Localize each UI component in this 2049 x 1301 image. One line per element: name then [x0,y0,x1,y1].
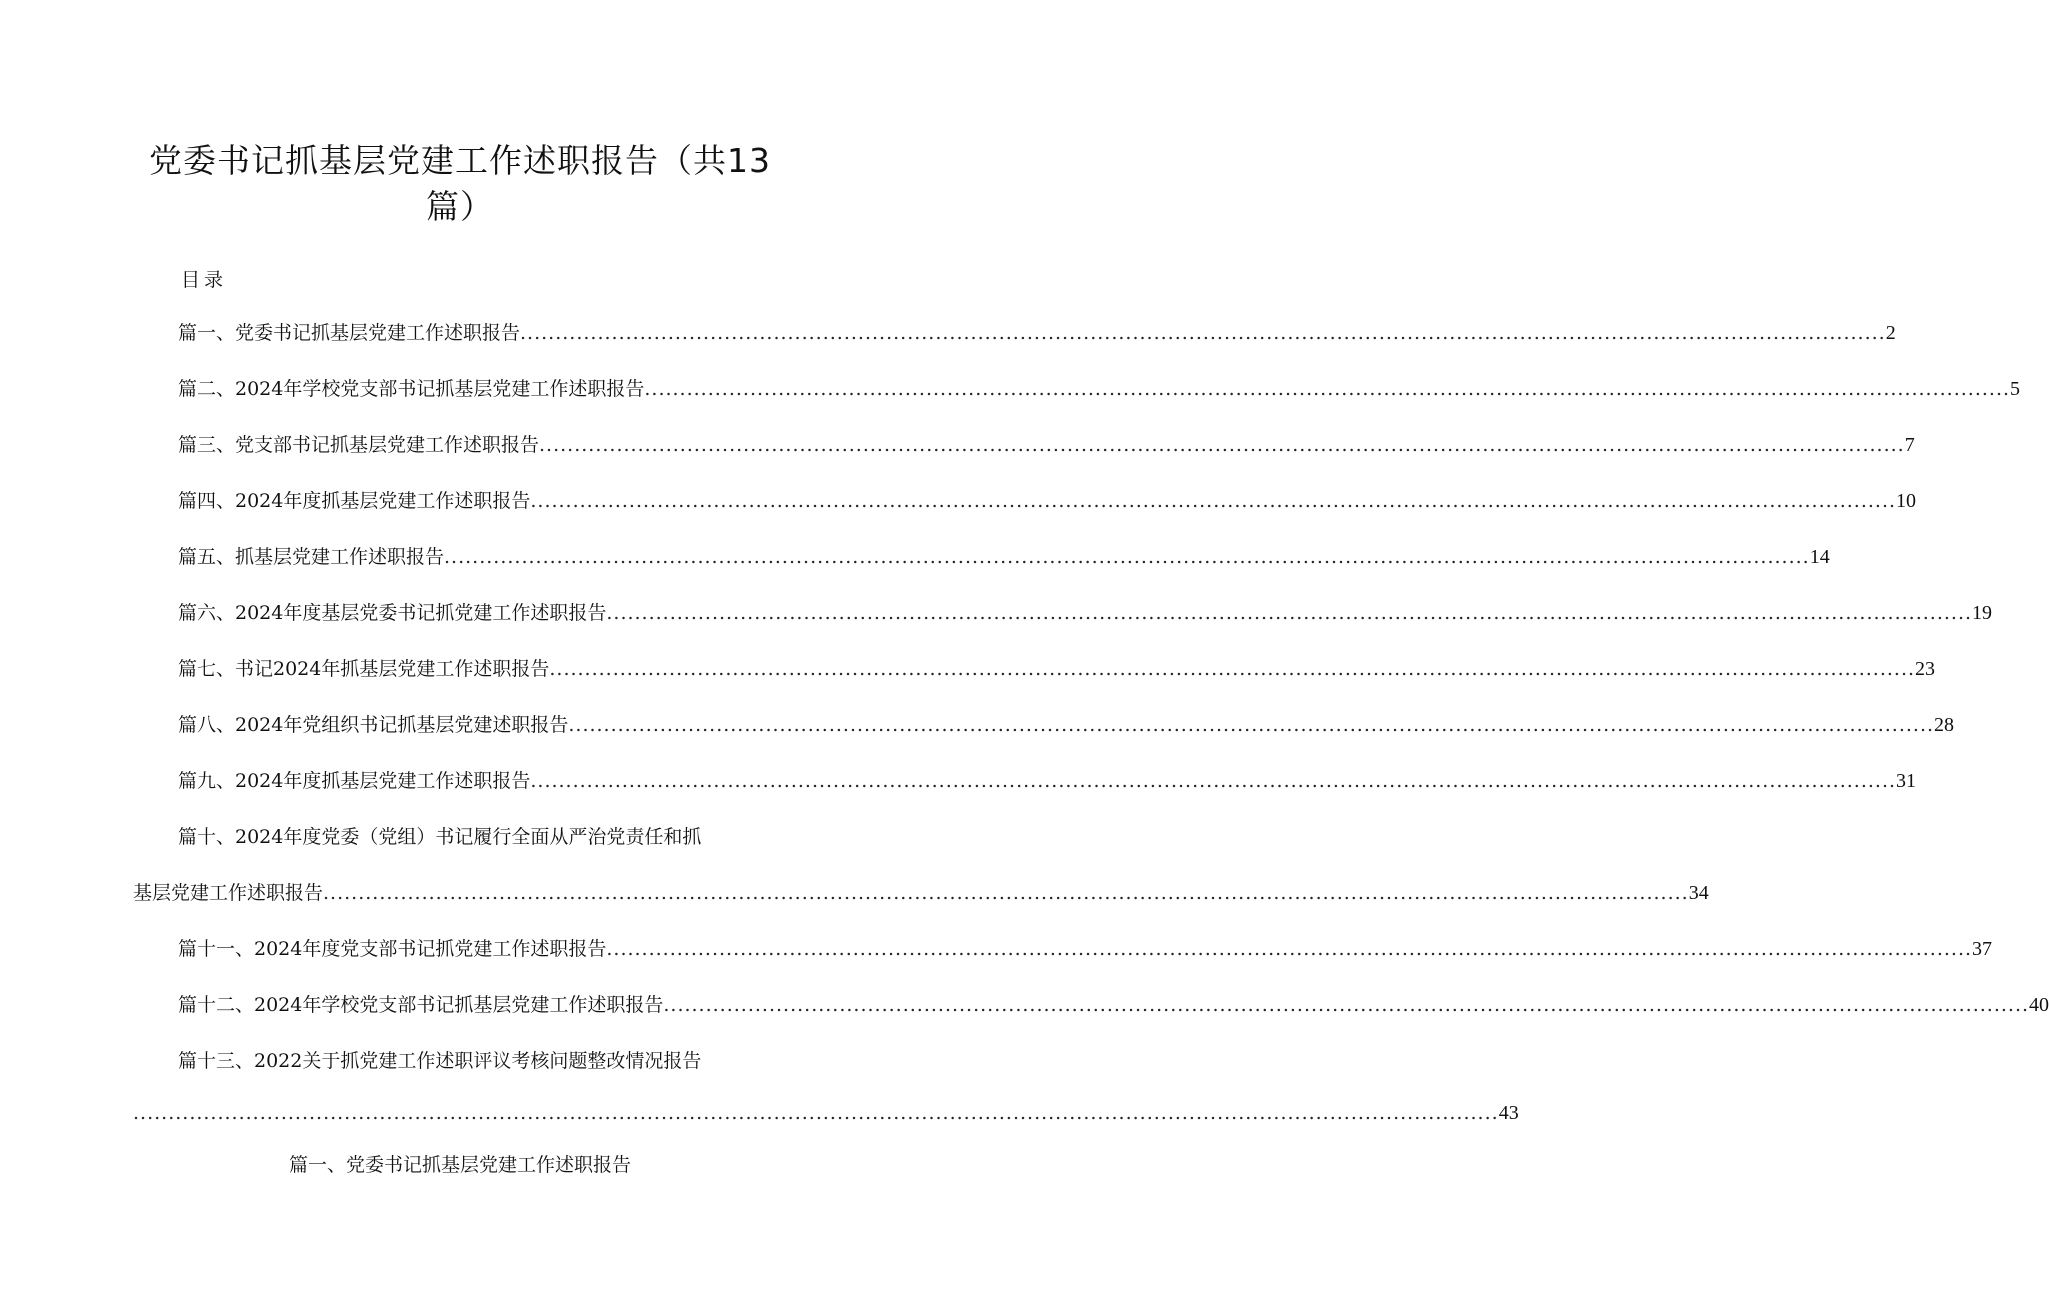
toc-leader-dots: .................................................................................................................................................................................................. [549,658,1916,680]
toc-entry-6[interactable] [178,598,1993,628]
toc-entry-text: 基层党建工作述职报告 [133,882,324,904]
toc-leader-dots: .................................................................................................................................................................................................. [530,770,1897,792]
toc-leader-dots: .................................................................................................................................................................................................. [444,546,1810,568]
toc-leader-dots: .................................................................................................................................................................................................. [323,882,1689,904]
toc-entry-12[interactable] [178,990,2049,1020]
toc-leader-dots: .................................................................................................................................................................................................. [530,490,1897,512]
toc-entry-text: 篇四、2024年度抓基层党建工作述职报告 [178,490,531,512]
toc-entry-13[interactable] [133,1098,1519,1128]
toc-entry-2[interactable] [178,374,2021,404]
toc-entry-8[interactable] [178,710,1955,740]
toc-entry-text: 篇一、党委书记抓基层党建工作述职报告 [178,322,521,344]
toc-page-number: 14 [1809,546,1830,568]
toc-entry-9[interactable] [178,766,1917,796]
document-title-line-2: 篇） [426,187,494,226]
toc-leader-dots: .................................................................................................................................................................................................. [606,602,1973,624]
toc-entry-text: 篇五、抓基层党建工作述职报告 [178,546,445,568]
toc-entry-4[interactable] [178,486,1917,516]
toc-entry-7[interactable] [178,654,1936,684]
toc-page-number: 23 [1915,658,1936,680]
toc-page-number: 7 [1904,434,1915,456]
toc-page-number: 37 [1972,938,1993,960]
toc-page-number: 34 [1688,882,1709,904]
toc-entry-5[interactable] [178,542,1830,572]
toc-entry-10-line-1[interactable]: 篇十、2024年度党委（党组）书记履行全面从严治党责任和抓 [178,826,702,848]
toc-heading: 目录 [181,269,228,291]
toc-entry-text: 篇六、2024年度基层党委书记抓党建工作述职报告 [178,602,607,624]
toc-entry-3[interactable] [178,430,1915,460]
toc-page-number: 28 [1934,714,1955,736]
toc-entry-text: 篇三、党支部书记抓基层党建工作述职报告 [178,434,540,456]
document-title-line-1: 党委书记抓基层党建工作述职报告（共13 [149,141,771,180]
toc-page-number: 19 [1972,602,1993,624]
section-heading: 篇一、党委书记抓基层党建工作述职报告 [288,1154,631,1176]
toc-leader-dots: .................................................................................................................................................................................................. [568,714,1935,736]
toc-entry-text: 篇二、2024年学校党支部书记抓基层党建工作述职报告 [178,378,645,400]
toc-entry-11[interactable] [178,934,1993,964]
toc-entry-text: 篇十二、2024年学校党支部书记抓基层党建工作述职报告 [178,994,664,1016]
toc-entry-text: 篇十一、2024年度党支部书记抓党建工作述职报告 [178,938,607,960]
toc-entry-text: 篇九、2024年度抓基层党建工作述职报告 [178,770,531,792]
toc-entry-13-line-1[interactable]: 篇十三、2022关于抓党建工作述职评议考核问题整改情况报告 [178,1050,702,1072]
toc-page-number: 43 [1498,1102,1519,1124]
toc-leader-dots: .................................................................................................................................................................................................. [520,322,1886,344]
toc-leader-dots: .................................................................................................................................................................................................. [606,938,1973,960]
toc-page-number: 31 [1896,770,1917,792]
toc-entry-10[interactable] [133,878,1709,908]
toc-entry-text: 篇七、书记2024年抓基层党建工作述职报告 [178,658,550,680]
toc-page-number: 40 [2029,994,2049,1016]
toc-leader-dots: .................................................................................................................................................................................................. [133,1102,1499,1124]
toc-page-number: 5 [2010,378,2021,400]
toc-entry-text: 篇八、2024年党组织书记抓基层党建述职报告 [178,714,569,736]
toc-leader-dots: .................................................................................................................................................................................................. [539,434,1905,456]
toc-leader-dots: .................................................................................................................................................................................................. [663,994,2030,1016]
toc-page-number: 10 [1896,490,1917,512]
toc-entry-1[interactable] [178,318,1896,348]
toc-page-number: 2 [1885,322,1896,344]
toc-leader-dots: .................................................................................................................................................................................................. [644,378,2011,400]
